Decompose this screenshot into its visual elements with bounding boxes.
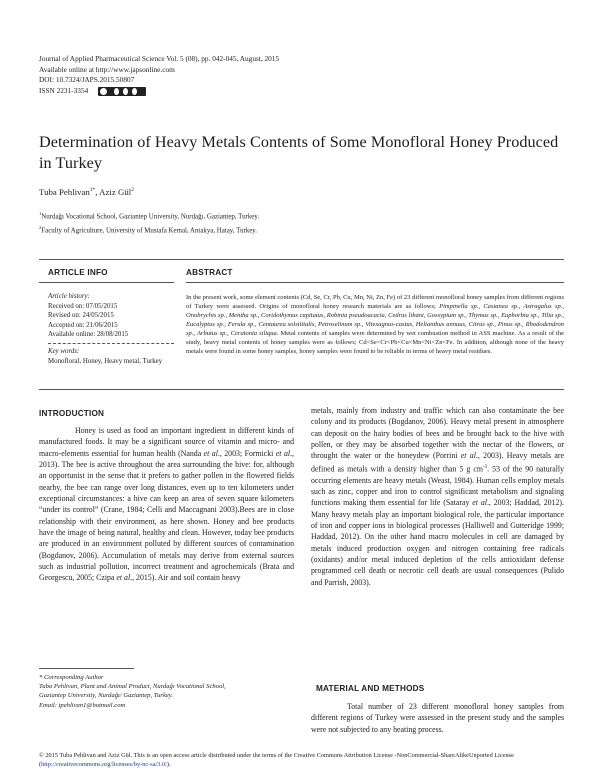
issn: ISSN 2231-3354 xyxy=(39,85,89,95)
corresponding-label: * Corresponding Author xyxy=(39,674,104,681)
divider xyxy=(39,668,134,669)
license-footer: © 2015 Tuba Pehlivan and Aziz Gül. This is an open access article distributed under the terms of the Creative Commons Attribution License -NonCommercial-ShareAlikeUnported License (http://creativecommons.org/licenses/by-nc-sa/3.0/). xyxy=(39,752,514,769)
keywords-label: Key words: xyxy=(48,348,80,355)
divider xyxy=(48,343,174,344)
divider xyxy=(39,282,174,283)
license-link[interactable]: http://creativecommons.org/licenses/by-nc-sa/3.0/ xyxy=(41,761,167,769)
introduction-heading: INTRODUCTION xyxy=(39,409,105,418)
introduction-left-column: Honey is used as food an important ingredient in different kinds of manufactured foods. It may be a significant source of vitamin and micro- and macro-elements essential for human health (Nanda et al., 2003; Formicki et al., 2013). The bee is active throughout the area surrounding the hive: for, although an opportunist in the sense that it prefers to gather pollen in the flowered fields nearby, the bee can range over long distances, even up to ten kilometers under exceptional circumstances: a hive can keep an area of seven square kilometers “under its control” (Crane, 1984; Celli and Maccagnani 2003).Bees are in close relationship with their environment, as here shown. Honey and bee products have the image of being natural, healthy and clean. However, today bee products are produced in an environment polluted by different sources of contamination (Bogdanov, 2006). Accumulation of metals may derive from external sources such as industrial pollution, incorrect treatment and agrochemicals (Brata and Georgescu, 2005; Czipa et al., 2015). Air and soil contain heavy xyxy=(39,426,294,583)
abstract-heading: ABSTRACT xyxy=(186,268,233,277)
species-list: Pimpinella sp., Castanea sp., Astragalus sp., Onobrychis sp., Mentha sp., Coridothymus capitatus, Robinia pseudoacacia, Cedrus libani, Gossypium sp., Thymus sp., Euphorbia sp., Tilia sp., Eucalyptus sp., Ferula sp., Centaurea solstitialis, Petroselinum sp., Vitexagnus-castus, Helianthus annuus, Citrus sp., Pinus sp., Rhododendron sp., Arbutus sp., Ceratonia siliqua. xyxy=(186,302,564,337)
methods-heading: MATERIAL AND METHODS xyxy=(316,684,425,693)
author-email[interactable]: Email: tpehlivan1@hotmail.com xyxy=(39,701,126,709)
divider xyxy=(186,282,564,283)
doi: DOI: 10.7324/JAPS.2015.50807 xyxy=(39,75,135,85)
abstract-body: In the present work, some element contents (Cd, Se, Cr, Pb, Cu, Mn, Ni, Zn, Fe) of 23 different monofloral honey samples from different regions of Turkey were assessed. Origins of monofloral honey research materials are as follows; Pimpinella sp., Castanea sp., Astragalus sp., Onobrychis sp., Mentha sp., Coridothymus capitatus, Robinia pseudoacacia, Cedrus libani, Gossypium sp., Thymus sp., Euphorbia sp., Tilia sp., Eucalyptus sp., Ferula sp., Centaurea solstitialis, Petroselinum sp., Vitexagnus-castus, Helianthus annuus, Citrus sp., Pinus sp., Rhododendron sp., Arbutus sp., Ceratonia siliqua. Metal contents of samples were determined by wet combustion method in ASS machine. As a result of the study, heavy metal contents of honey samples were as follows; Cd<Se<Cr<Pb<Cu<Mn<Ni<Zn<Fe. In addition, although none of the heavy metals were found in some honey samples, honey samples were found to be reliable in terms of heavy metal residues. xyxy=(186,294,564,355)
affiliation-1: $^1$Nurdağı Vocational School, Gaziantep University, Nurdağı, Gaziantep, Turkey. xyxy=(39,211,260,221)
journal-url[interactable]: Available online at http://www.japsonline.com xyxy=(39,64,175,74)
divider xyxy=(39,389,564,390)
received-date: Received on: 07/05/2015 xyxy=(48,302,118,310)
author-2: Aziz Gül xyxy=(99,187,132,197)
cc-license-icon xyxy=(98,87,146,96)
keywords xyxy=(48,347,168,366)
accepted-date: Accepted on: 21/06/2015 xyxy=(48,321,118,329)
article-history xyxy=(48,292,128,340)
affiliation-2: $^2$Faculty of Agriculture, University of Mustafa Kemal, Antakya, Hatay, Turkey. xyxy=(39,225,258,235)
affiliations xyxy=(39,208,259,237)
journal-citation: Journal of Applied Pharmaceutical Science Vol. 5 (08), pp. 042-045, August, 2015 xyxy=(39,54,280,63)
journal-header xyxy=(39,54,359,96)
methods-body: Total number of 23 different monofloral honey samples from different regions of Turkey were assessed in the present study and the samples were not subjected to any heating process. xyxy=(311,702,564,734)
history-label: Article history: xyxy=(48,293,90,300)
divider xyxy=(39,259,564,260)
author-list: Tuba Pehlivan$^{1*}$, Aziz Gül$^2$ xyxy=(39,187,134,197)
article-info-heading: ARTICLE INFO xyxy=(48,268,108,277)
online-date: Available online: 28/08/2015 xyxy=(48,331,129,338)
author-1: Tuba Pehlivan xyxy=(39,187,90,197)
article-title: Determination of Heavy Metals Contents of Some Monofloral Honey Produced in Turkey xyxy=(39,133,559,172)
corresponding-author: * Corresponding Author Tuba Pehlivan, Plant and Animal Product, Nurdağı Vocational School, Gaziantep University, Nurdağı/ Gaziantep, Turkey. Email: tpehlivan1@hotmail.com xyxy=(39,674,226,709)
keywords-list: Monofloral, Honey, Heavy metal, Turkey xyxy=(48,357,163,365)
introduction-right-column: metals, mainly from industry and traffic which can also contaminate the bee colony and its products (Bogdanov, 2006). Heavy metal present in atmosphere can deposit on the hairy bodies of bees and be brought back to the hive with pollen, or they may be absorbed together with the nectar of the flowers, or throught the water or the honeydew (Porrini et al., 2003). Heavy metals are defined as metals with a density higher than 5 g $cm^{-3}$. 53 of the 90 naturally occurring elements are heavy metals (Weast, 1984). Human cells employ metals such as zinc, copper and iron to control significant metabolism and signaling functions making them essential for life (Sataray et al., 2003; Haddad, 2012). Many heavy metals play an important biological role, the particular importance of iron and copper ions in biological processes (Halliwell and Gutteridge 1999; Haddad, 2012). On the other hand macro molecules in cell are damaged by metals induced production oxygen and nitrogen containing free radicals (oxidants) and/or metal induced depletion of the cells antioxidant defense programmed cell death or necrotic cell death are usual consequences (Pulido and Parrish, 2003). xyxy=(311,406,565,587)
revised-date: Revised on: 24/05/2015 xyxy=(48,312,114,319)
